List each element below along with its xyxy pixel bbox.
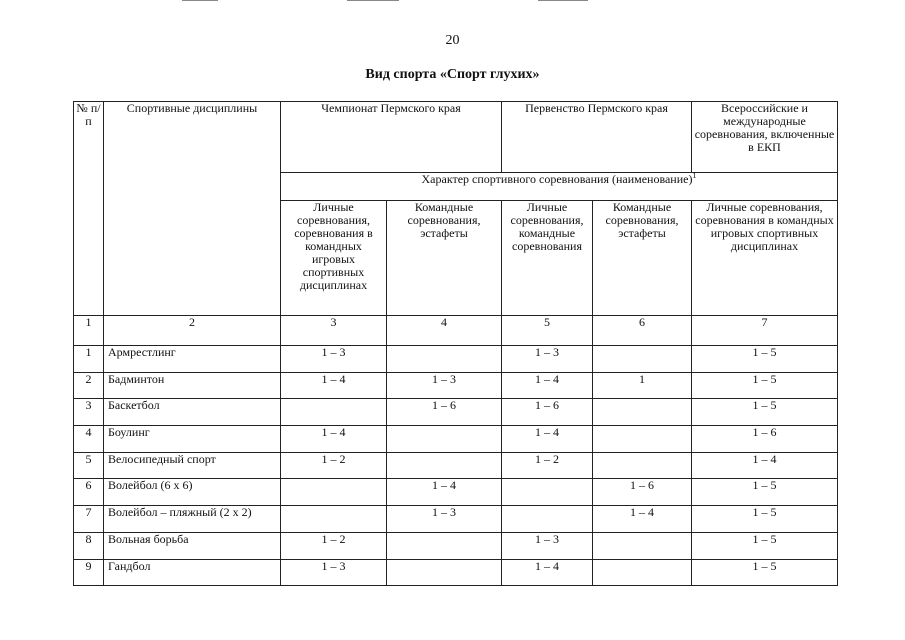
column-number: 6	[593, 316, 692, 346]
row-number: 5	[74, 452, 104, 479]
header-russian-international: Всероссийские и международные соревнования, включенные в ЕКП	[692, 102, 838, 173]
row-number: 9	[74, 559, 104, 586]
cell-col4	[387, 559, 502, 586]
cell-col3	[281, 506, 387, 533]
discipline-name: Велосипедный спорт	[104, 452, 281, 479]
cell-col4: 1 – 6	[387, 399, 502, 426]
cell-col3: 1 – 4	[281, 372, 387, 399]
header-col5: Личные соревнования, командные соревнования	[502, 201, 593, 316]
cell-col4	[387, 426, 502, 453]
header-col4: Командные соревнования, эстафеты	[387, 201, 502, 316]
sport-table	[73, 101, 838, 586]
cell-col3: 1 – 2	[281, 452, 387, 479]
row-number: 6	[74, 479, 104, 506]
cell-col3: 1 – 4	[281, 426, 387, 453]
cell-col7: 1 – 5	[692, 559, 838, 586]
table-row	[74, 426, 838, 453]
column-number: 1	[74, 316, 104, 346]
table-row	[74, 399, 838, 426]
cell-col3: 1 – 3	[281, 559, 387, 586]
cell-col5: 1 – 2	[502, 452, 593, 479]
header-competition-character: Характер спортивного соревнования (наименование)$^1$	[281, 173, 838, 201]
row-number: 7	[74, 506, 104, 533]
column-number: 4	[387, 316, 502, 346]
table-row	[74, 372, 838, 399]
cell-col6	[593, 559, 692, 586]
table-row	[74, 452, 838, 479]
cell-col5: 1 – 4	[502, 426, 593, 453]
table-row	[74, 506, 838, 533]
cell-col3: 1 – 3	[281, 346, 387, 373]
discipline-name: Баскетбол	[104, 399, 281, 426]
header-col7: Личные соревнования, соревнования в командных игровых спортивных дисциплинах	[692, 201, 838, 316]
cell-col7: 1 – 5	[692, 399, 838, 426]
discipline-name: Волейбол (6 х 6)	[104, 479, 281, 506]
cell-col3	[281, 479, 387, 506]
cell-col5: 1 – 4	[502, 372, 593, 399]
cell-col3	[281, 399, 387, 426]
header-first: Первенство Пермского края	[502, 102, 692, 173]
cell-col5	[502, 506, 593, 533]
cell-col5: 1 – 3	[502, 346, 593, 373]
cell-col7: 1 – 5	[692, 506, 838, 533]
row-number: 8	[74, 532, 104, 559]
document-title: Вид спорта «Спорт глухих»	[365, 67, 540, 82]
discipline-name: Волейбол – пляжный (2 х 2)	[104, 506, 281, 533]
cell-col6	[593, 532, 692, 559]
table-row	[74, 532, 838, 559]
cell-col7: 1 – 4	[692, 452, 838, 479]
cell-col7: 1 – 5	[692, 479, 838, 506]
row-number: 4	[74, 426, 104, 453]
discipline-name: Боулинг	[104, 426, 281, 453]
column-number: 3	[281, 316, 387, 346]
cell-col6	[593, 426, 692, 453]
row-number: 1	[74, 346, 104, 373]
top-rule-1	[182, 0, 218, 1]
cell-col5: 1 – 6	[502, 399, 593, 426]
cell-col6	[593, 399, 692, 426]
cell-col6	[593, 452, 692, 479]
cell-col6	[593, 346, 692, 373]
header-num: № п/п	[74, 102, 104, 316]
top-rule-3	[538, 0, 588, 1]
footnote-mark: 1	[692, 171, 697, 180]
header-col3: Личные соревнования, соревнования в командных игровых спортивных дисциплинах	[281, 201, 387, 316]
table-row	[74, 559, 838, 586]
cell-col3: 1 – 2	[281, 532, 387, 559]
cell-col7: 1 – 6	[692, 426, 838, 453]
table-row	[74, 346, 838, 373]
cell-col4	[387, 452, 502, 479]
column-number: 7	[692, 316, 838, 346]
cell-col4	[387, 532, 502, 559]
discipline-name: Гандбол	[104, 559, 281, 586]
cell-col4: 1 – 4	[387, 479, 502, 506]
cell-col6: 1 – 4	[593, 506, 692, 533]
header-championship: Чемпионат Пермского края	[281, 102, 502, 173]
cell-col5: 1 – 3	[502, 532, 593, 559]
table-row	[74, 479, 838, 506]
cell-col4	[387, 346, 502, 373]
cell-col6: 1 – 6	[593, 479, 692, 506]
cell-col7: 1 – 5	[692, 346, 838, 373]
cell-col5	[502, 479, 593, 506]
row-number: 3	[74, 399, 104, 426]
row-number: 2	[74, 372, 104, 399]
column-number: 5	[502, 316, 593, 346]
discipline-name: Вольная борьба	[104, 532, 281, 559]
cell-col7: 1 – 5	[692, 372, 838, 399]
cell-col4: 1 – 3	[387, 506, 502, 533]
cell-col4: 1 – 3	[387, 372, 502, 399]
cell-col7: 1 – 5	[692, 532, 838, 559]
column-number: 2	[104, 316, 281, 346]
cell-col5: 1 – 4	[502, 559, 593, 586]
discipline-name: Армрестлинг	[104, 346, 281, 373]
header-disciplines: Спортивные дисциплины	[104, 102, 281, 316]
top-rule-2	[347, 0, 399, 1]
cell-col6: 1	[593, 372, 692, 399]
discipline-name: Бадминтон	[104, 372, 281, 399]
page-number: 20	[445, 33, 460, 48]
header-col6: Командные соревнования, эстафеты	[593, 201, 692, 316]
